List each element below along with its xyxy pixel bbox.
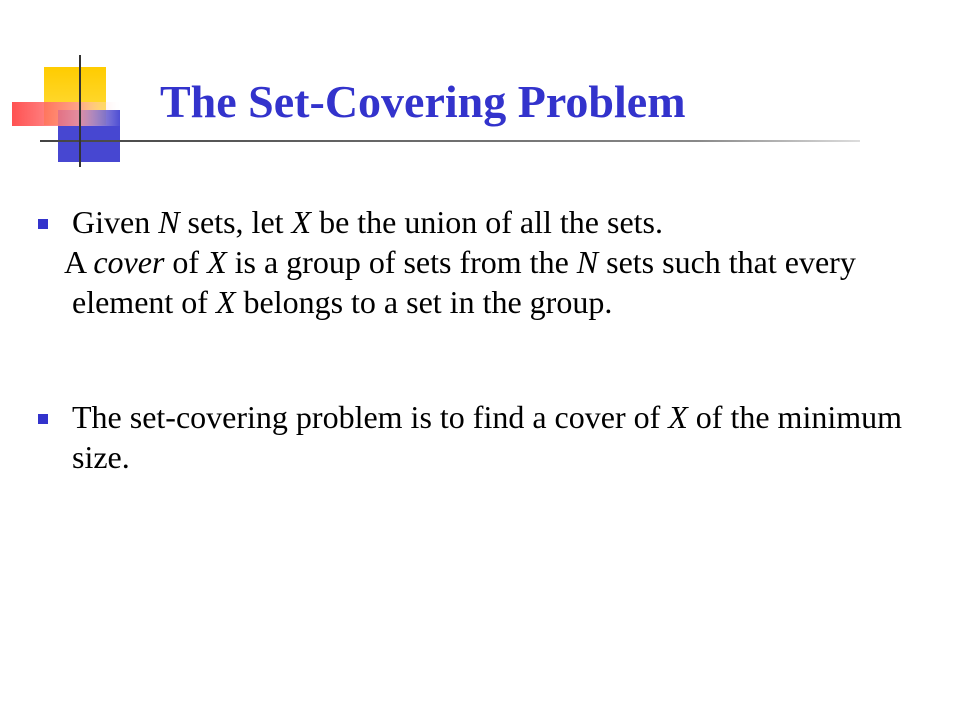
bullet-square-icon — [38, 219, 48, 229]
bullet-square-icon — [38, 414, 48, 424]
bullet-paragraph-1: Given N sets, let X be the union of all the sets. — [36, 202, 916, 242]
vertical-line — [79, 55, 81, 167]
slide-title: The Set-Covering Problem — [160, 76, 686, 127]
red-bar — [12, 102, 122, 126]
title-underline — [40, 140, 860, 142]
continuation-paragraph: A cover of X is a group of sets from the N sets such that every element of X belongs to a set in the group. — [64, 244, 856, 320]
slide-body — [36, 202, 916, 477]
bullet-paragraph-2: The set-covering problem is to find a cover of X of the minimum size. — [36, 397, 916, 477]
